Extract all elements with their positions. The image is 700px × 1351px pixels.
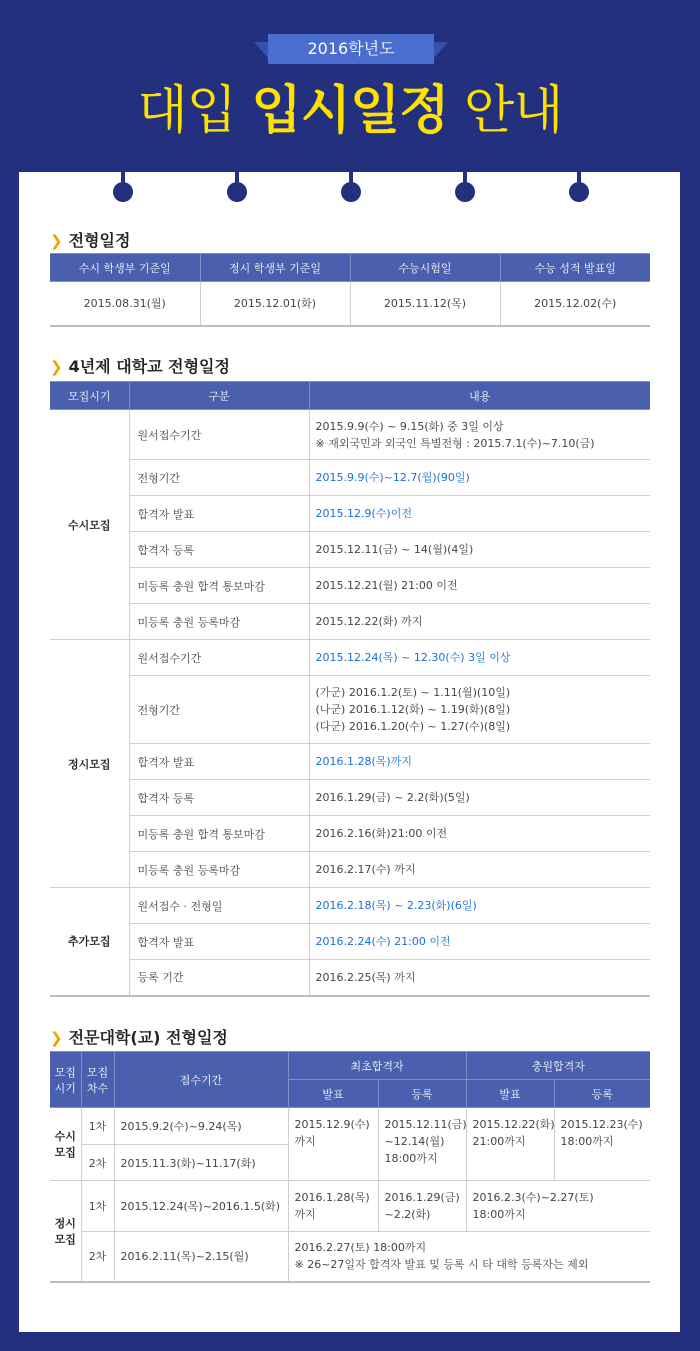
table-row: [50, 568, 650, 604]
college-schedule-table: [50, 1051, 650, 1283]
binder-ring-icon: [227, 182, 247, 202]
info-cell: [288, 1232, 650, 1282]
label-line: 수시: [54, 1130, 76, 1143]
table-row: [50, 496, 650, 532]
first-announce-cell: [288, 1181, 378, 1232]
page-title: [0, 76, 700, 146]
header-line: 모집: [54, 1065, 76, 1079]
extra-register-cell: [554, 1108, 650, 1181]
cell-line: 18:00까지: [384, 1152, 438, 1165]
row-content: [309, 604, 650, 640]
table-row: [50, 816, 650, 852]
col-header: 수능시험일: [350, 254, 500, 282]
col-header: 수시 학생부 기준일: [50, 254, 200, 282]
content-line: (나군) 2016.1.12(화) ~ 1.19(화)(8일): [315, 703, 511, 716]
table-row: [50, 532, 650, 568]
row-content: [309, 532, 650, 568]
table-row: [50, 852, 650, 888]
period-cell: 2015.12.24(목)~2016.1.5(화): [114, 1181, 288, 1232]
period-cell: 2015.11.3(화)~11.17(화): [114, 1145, 288, 1181]
content-line: ※ 재외국민과 외국인 특별전형 : 2015.7.1(수)~7.10(금): [315, 436, 595, 450]
row-content: [309, 852, 650, 888]
schedule-table: [50, 253, 650, 327]
cell-line: 2015.12.11(금): [384, 1118, 467, 1131]
content-line: 2015.12.22(화) 까지: [315, 615, 423, 628]
table-row: [50, 604, 650, 640]
table-row: [50, 460, 650, 496]
cell-line: 2016.2.27(토) 18:00까지: [294, 1241, 427, 1255]
row-label: 원서접수기간: [129, 410, 309, 460]
group-label-susi: 수시모집: [50, 410, 129, 640]
chevron-right-icon: ❯: [50, 1029, 63, 1047]
row-content: [309, 816, 650, 852]
university-schedule-table: [50, 381, 650, 997]
row-label: 전형기간: [129, 676, 309, 744]
content-line: 2015.9.9(수) ~ 9.15(화) 중 3일 이상: [315, 419, 504, 433]
content-line: 2015.12.24(목) ~ 12.30(수) 3일 이상: [315, 651, 511, 664]
row-label: 등록 기간: [129, 960, 309, 996]
content-line: 2015.12.9(수)이전: [315, 507, 412, 520]
title-part2: 안내: [448, 81, 563, 141]
header-line: 시기: [54, 1081, 76, 1095]
group-label-jeongsi: 정시모집: [50, 640, 129, 888]
binder-ring-icon: [341, 182, 361, 202]
cell-line: 까지: [294, 1208, 316, 1221]
col-header: 구분: [129, 382, 309, 410]
label-line: 모집: [54, 1232, 76, 1246]
row-label: 미등록 충원 등록마감: [129, 852, 309, 888]
col-header-register: 등록: [554, 1080, 650, 1108]
round-cell: 2차: [81, 1145, 114, 1181]
row-label: 합격자 등록: [129, 780, 309, 816]
col-header: 수능 성적 발표일: [500, 254, 650, 282]
binder-ring-icon: [113, 182, 133, 202]
content-line: 2016.2.16(화)21:00 이전: [315, 827, 448, 840]
table-row: [50, 780, 650, 816]
chevron-right-icon: ❯: [50, 232, 63, 250]
content-line: (다군) 2016.1.20(수) ~ 1.27(수)(8일): [315, 720, 511, 733]
section-title-text: 전형일정: [68, 231, 131, 250]
cell-line: 2015.12.9(수): [294, 1118, 370, 1131]
cell-line: 2016.2.3(수)~2.27(토): [472, 1191, 594, 1204]
period-cell: 2016.2.11(목)~2.15(월): [114, 1232, 288, 1282]
cell-line: 2015.12.22(화): [472, 1118, 555, 1131]
extra-cell: [466, 1181, 650, 1232]
cell-line: 2016.1.29(금): [384, 1191, 460, 1204]
row-label-susi: [50, 1108, 81, 1181]
row-content: [309, 410, 650, 460]
round-cell: 2차: [81, 1232, 114, 1282]
col-header-announce: 발표: [288, 1080, 378, 1108]
col-header-register: 등록: [378, 1080, 466, 1108]
cell-line: 2015.12.23(수): [560, 1118, 643, 1131]
content-line: 2016.1.28(목)까지: [315, 755, 412, 768]
content-line: 2016.1.29(금) ~ 2.2(화)(5일): [315, 791, 470, 804]
round-cell: 1차: [81, 1108, 114, 1145]
section-title-schedule: [50, 228, 130, 251]
col-header-period: 접수기간: [114, 1052, 288, 1108]
row-label: 합격자 발표: [129, 496, 309, 532]
content-line: 2016.2.17(수) 까지: [315, 863, 416, 876]
cell-line: ~12.14(월): [384, 1135, 445, 1148]
title-highlight: 입시일정: [251, 81, 449, 141]
row-content: [309, 888, 650, 924]
table-cell: 2015.11.12(목): [350, 282, 500, 326]
section-title-text: 4년제 대학교 전형일정: [68, 357, 230, 376]
cell-line: 2016.1.28(목): [294, 1191, 370, 1204]
table-row: [50, 640, 650, 676]
cell-line: 18:00까지: [560, 1135, 614, 1148]
col-header-announce: 발표: [466, 1080, 554, 1108]
row-content: [309, 960, 650, 996]
row-content: [309, 568, 650, 604]
cell-line: ※ 26~27일자 합격자 발표 및 등록 시 타 대학 등록자는 제외: [294, 1258, 589, 1272]
row-label: 미등록 충원 합격 통보마감: [129, 816, 309, 852]
col-header-extra: 충원합격자: [466, 1052, 650, 1080]
row-content: [309, 744, 650, 780]
content-line: 2016.2.25(목) 까지: [315, 970, 416, 984]
binder-ring-icon: [455, 182, 475, 202]
row-label: 원서접수 · 전형일: [129, 888, 309, 924]
col-header: 정시 학생부 기준일: [200, 254, 350, 282]
col-header: 모집시기: [50, 382, 129, 410]
cell-line: 까지: [294, 1135, 316, 1148]
table-row: [50, 960, 650, 996]
row-content: [309, 460, 650, 496]
first-register-cell: [378, 1181, 466, 1232]
chevron-right-icon: ❯: [50, 358, 63, 376]
row-label-jeongsi: [50, 1181, 81, 1282]
row-label: 미등록 충원 등록마감: [129, 604, 309, 640]
content-line: 2016.2.18(목) ~ 2.23(화)(6일): [315, 899, 477, 912]
cell-line: 21:00까지: [472, 1135, 526, 1148]
first-announce-cell: [288, 1108, 378, 1181]
section-title-text: 전문대학(교) 전형일정: [68, 1028, 228, 1047]
label-line: 모집: [54, 1146, 76, 1159]
row-label: 합격자 발표: [129, 744, 309, 780]
row-label: 전형기간: [129, 460, 309, 496]
row-content: [309, 640, 650, 676]
row-label: 합격자 등록: [129, 532, 309, 568]
group-label-chuga: 추가모집: [50, 888, 129, 996]
content-line: 2015.9.9(수)~12.7(월)(90일): [315, 471, 470, 484]
col-header: 내용: [309, 382, 650, 410]
row-content: [309, 780, 650, 816]
cell-line: ~2.2(화): [384, 1208, 431, 1221]
table-cell: 2015.08.31(월): [50, 282, 200, 326]
section-title-college: [50, 1025, 228, 1048]
row-label: 원서접수기간: [129, 640, 309, 676]
table-row: [50, 924, 650, 960]
content-line: 2016.2.24(수) 21:00 이전: [315, 935, 451, 948]
row-content: [309, 924, 650, 960]
title-part1: 대입: [137, 81, 252, 141]
year-badge: 2016학년도: [268, 34, 434, 64]
label-line: 정시: [54, 1216, 76, 1230]
binder-ring-icon: [569, 182, 589, 202]
section-title-university: [50, 354, 230, 377]
cell-line: 18:00까지: [472, 1208, 526, 1221]
content-line: (가군) 2016.1.2(토) ~ 1.11(월)(10일): [315, 686, 511, 699]
row-label: 미등록 충원 합격 통보마감: [129, 568, 309, 604]
table-row: [50, 676, 650, 744]
header-line: 차수: [86, 1081, 109, 1095]
col-header-first: 최초합격자: [288, 1052, 466, 1080]
col-header-cha: [81, 1052, 114, 1108]
table-cell: 2015.12.01(화): [200, 282, 350, 326]
content-line: 2015.12.21(월) 21:00 이전: [315, 579, 458, 592]
period-cell: 2015.9.2(수)~9.24(목): [114, 1108, 288, 1145]
header-line: 모집: [86, 1065, 109, 1079]
first-register-cell: [378, 1108, 466, 1181]
row-content: [309, 496, 650, 532]
content-line: 2015.12.11(금) ~ 14(월)(4일): [315, 543, 474, 556]
table-cell: 2015.12.02(수): [500, 282, 650, 326]
col-header-sigi: [50, 1052, 81, 1108]
table-row: [50, 888, 650, 924]
table-row: [50, 744, 650, 780]
table-row: [50, 410, 650, 460]
row-label: 합격자 발표: [129, 924, 309, 960]
table-body: [50, 410, 650, 996]
row-content: [309, 676, 650, 744]
round-cell: 1차: [81, 1181, 114, 1232]
extra-announce-cell: [466, 1108, 554, 1181]
